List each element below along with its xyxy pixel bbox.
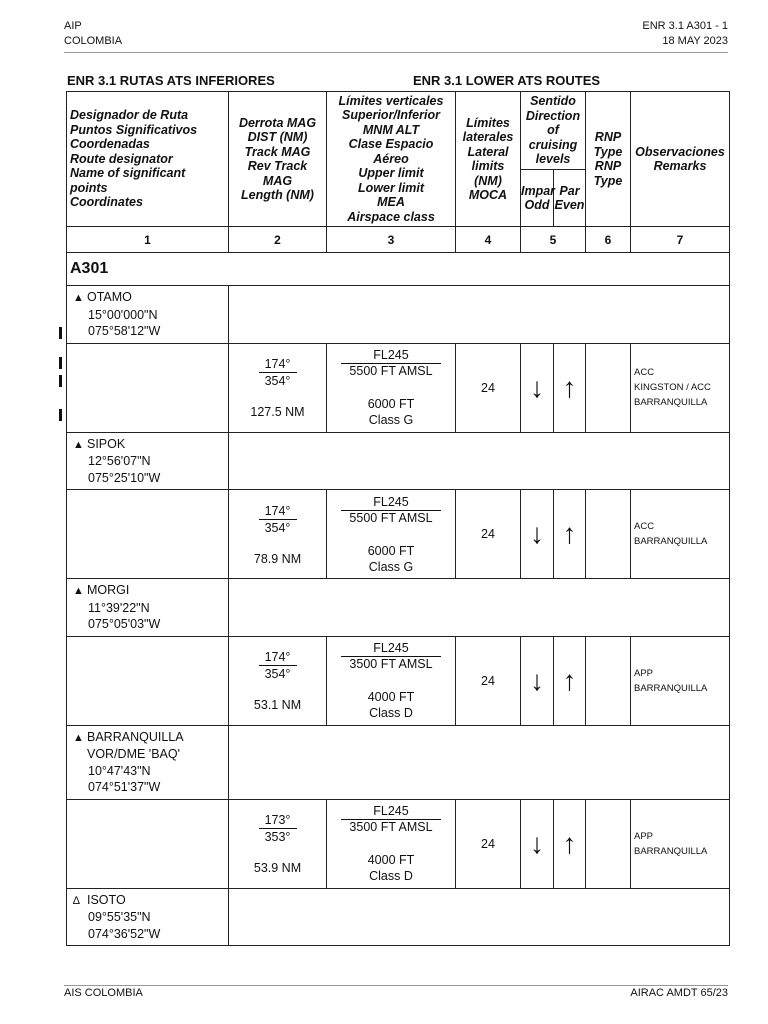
rnp-type <box>586 490 631 579</box>
header-col4-line: Lateral <box>467 144 509 159</box>
point-row-blank <box>229 286 730 344</box>
route-designator: A301 <box>67 253 730 286</box>
remarks-line: APP <box>634 667 654 679</box>
country-name: COLOMBIA <box>64 35 123 47</box>
segment-blank <box>67 636 229 725</box>
compulsory-reporting-point-icon: ▲ <box>73 292 84 304</box>
header-col4-line: MOCA <box>468 188 508 202</box>
airspace-class: Class D <box>369 706 413 720</box>
point-longitude: 075°05'03"W <box>88 617 161 631</box>
point-row-blank <box>229 725 730 799</box>
header-col5-line: levels <box>535 152 571 167</box>
header-col3-line: Aéreo <box>373 151 409 166</box>
header-col6-line: Type <box>593 173 623 188</box>
lateral-limits: 24 <box>456 490 521 579</box>
header-col1-line: points <box>70 180 108 195</box>
point-row <box>67 888 730 946</box>
header-col5-line: Direction <box>525 108 581 123</box>
point-name: SIPOK <box>87 436 126 451</box>
change-bar <box>59 327 62 339</box>
point-name-line <box>73 746 228 763</box>
header-col5-line: cruising <box>528 137 578 152</box>
header-col5-line: of <box>547 123 559 138</box>
segment-track <box>229 343 327 432</box>
point-row-blank <box>229 888 730 946</box>
remarks-line: BARRANQUILLA <box>634 682 708 694</box>
segment-row <box>67 490 730 579</box>
point-name-line <box>73 729 228 747</box>
point-name-line <box>73 582 228 600</box>
remarks-line: ACC <box>634 521 655 532</box>
remarks <box>631 490 730 579</box>
lower-limit: 6000 FT <box>367 543 415 558</box>
track-mag: 173° <box>259 812 297 829</box>
header-col5-even-line: Par <box>559 183 580 198</box>
lower-limit: 6000 FT <box>367 397 415 411</box>
remarks-line: BARRANQUILLA <box>634 845 708 857</box>
header-col6-line: RNP <box>594 159 622 173</box>
remarks-line: APP <box>634 830 654 842</box>
rev-track-mag: 354° <box>264 374 291 388</box>
point-row <box>67 432 730 490</box>
odd-direction-arrow-icon: ↓ <box>521 636 554 725</box>
header-col3-line: Clase Espacio <box>348 137 434 152</box>
lower-limit: 4000 FT <box>367 690 415 704</box>
track-mag: 174° <box>259 503 297 520</box>
compulsory-reporting-point-icon: ▲ <box>73 438 84 451</box>
column-number: 7 <box>631 227 730 253</box>
point-name-line <box>73 436 228 454</box>
header-col1-line: Coordinates <box>70 195 143 210</box>
upper-wrap <box>327 348 455 364</box>
significant-point <box>67 432 229 490</box>
header-col6 <box>586 92 631 227</box>
publication-date: 18 MAY 2023 <box>662 35 728 47</box>
upper-limit: FL245 <box>341 495 441 511</box>
header-col2-line: MAG <box>262 173 293 188</box>
point-name: OTAMO <box>87 290 132 304</box>
rev-track-mag: 354° <box>264 520 291 535</box>
change-bar <box>59 375 62 387</box>
column-number: 5 <box>521 227 586 253</box>
header-col1 <box>67 92 229 227</box>
header-col2-line: DIST (NM) <box>247 130 308 144</box>
lower-limit: 4000 FT <box>367 853 415 867</box>
header-col3-line: Límites verticales <box>338 93 444 108</box>
title-spanish: ENR 3.1 RUTAS ATS INFERIORES <box>67 73 275 88</box>
compulsory-reporting-point-icon: ▲ <box>73 731 84 744</box>
header-col5-even <box>554 170 586 227</box>
track-mag: 174° <box>259 649 297 666</box>
segment-blank <box>67 343 229 432</box>
remarks-line: ACC <box>634 367 655 378</box>
footer-right: AIRAC AMDT 65/23 <box>630 987 728 999</box>
segment-row <box>67 343 730 432</box>
header-col3-line: Airspace class <box>347 209 435 224</box>
rev-track-mag: 354° <box>264 667 291 681</box>
significant-point <box>67 725 229 799</box>
page-header-right <box>642 19 728 49</box>
track-wrap <box>229 356 326 373</box>
segment-blank <box>67 799 229 888</box>
point-latitude: 09°55'35"N <box>88 910 151 924</box>
header-col2-line: Length (NM) <box>241 188 314 202</box>
minimum-altitude: 3500 FT AMSL <box>349 657 433 671</box>
page-header-left <box>64 19 122 49</box>
column-number: 1 <box>67 227 229 253</box>
header-col5-odd-line: Impar <box>521 183 556 198</box>
point-row <box>67 286 730 344</box>
point-longitude: 074°51'37"W <box>88 780 161 794</box>
minimum-altitude: 5500 FT AMSL <box>349 510 433 525</box>
header-col3-line: Upper limit <box>358 166 424 181</box>
title-english: ENR 3.1 LOWER ATS ROUTES <box>413 73 601 88</box>
vertical-limits <box>327 799 456 888</box>
remarks <box>631 799 730 888</box>
rnp-type <box>586 799 631 888</box>
header-col6-line: Type <box>593 144 623 159</box>
point-latitude: 12°56'07"N <box>88 454 151 468</box>
upper-wrap <box>327 804 455 820</box>
compulsory-reporting-point-icon: ▲ <box>73 585 84 597</box>
header-col7 <box>631 92 730 227</box>
significant-point <box>67 888 229 946</box>
column-number: 4 <box>456 227 521 253</box>
header-col5-odd <box>521 170 554 227</box>
segment-length: 53.9 NM <box>253 861 302 875</box>
minimum-altitude: 5500 FT AMSL <box>349 364 433 378</box>
on-request-reporting-point-icon: ∆ <box>73 894 80 907</box>
lateral-limits: 24 <box>456 636 521 725</box>
header-col7-line: Remarks <box>653 159 707 173</box>
remarks <box>631 636 730 725</box>
vertical-limits <box>327 343 456 432</box>
point-name: BARRANQUILLA <box>87 729 184 744</box>
lateral-limits: 24 <box>456 799 521 888</box>
header-col4-line: laterales <box>462 130 514 144</box>
point-name: VOR/DME 'BAQ' <box>87 747 180 761</box>
upper-wrap <box>327 641 455 657</box>
point-row-blank <box>229 432 730 490</box>
segment-length: 127.5 NM <box>250 405 305 419</box>
point-name-line <box>73 892 228 910</box>
track-wrap <box>229 812 326 829</box>
rnp-type <box>586 636 631 725</box>
segment-blank <box>67 490 229 579</box>
column-number: 6 <box>586 227 631 253</box>
remarks-line: BARRANQUILLA <box>634 536 708 547</box>
even-direction-arrow-icon: ↑ <box>554 636 586 725</box>
point-latitude: 11°39'22"N <box>88 600 150 615</box>
airspace-class: Class G <box>368 559 414 574</box>
column-number: 2 <box>229 227 327 253</box>
airspace-class: Class D <box>369 869 413 883</box>
header-col1-line: Name of significant <box>70 166 186 181</box>
header-col7-line: Observaciones <box>635 144 725 159</box>
change-bar <box>59 357 62 369</box>
header-col2-line: Rev Track <box>247 159 308 173</box>
segment-track <box>229 636 327 725</box>
upper-limit: FL245 <box>341 641 441 657</box>
rnp-type <box>586 343 631 432</box>
segment-length: 53.1 NM <box>253 698 302 712</box>
header-col1-line: Coordenadas <box>70 137 150 152</box>
significant-point <box>67 286 229 344</box>
minimum-altitude: 3500 FT AMSL <box>349 820 433 834</box>
segment-row <box>67 636 730 725</box>
rev-track-mag: 353° <box>264 830 291 844</box>
header-col3 <box>327 92 456 227</box>
segment-length: 78.9 NM <box>253 551 302 566</box>
header-col3-line: MNM ALT <box>362 122 420 137</box>
header-col1-line: Route designator <box>70 151 173 166</box>
even-direction-arrow-icon: ↑ <box>554 343 586 432</box>
even-direction-arrow-icon: ↑ <box>554 490 586 579</box>
header-col5-odd-line: Odd <box>524 198 550 212</box>
header-col4-line: Límites <box>466 115 510 130</box>
remarks-line: BARRANQUILLA <box>634 397 708 408</box>
header-col5 <box>521 92 586 170</box>
header-col5-line: Sentido <box>530 94 576 109</box>
change-bar <box>59 409 62 421</box>
header-col4 <box>456 92 521 227</box>
remarks-line: KINGSTON / ACC <box>634 382 711 393</box>
header-col3-line: MEA <box>377 195 405 210</box>
header-col5-even-line: Even <box>554 198 585 212</box>
routes-table <box>66 91 730 946</box>
point-longitude: 075°58'12"W <box>88 324 161 338</box>
point-name-line <box>73 289 228 307</box>
odd-direction-arrow-icon: ↓ <box>521 343 554 432</box>
remarks <box>631 343 730 432</box>
header-col3-line: Lower limit <box>358 180 424 195</box>
track-wrap <box>229 649 326 666</box>
page-reference: ENR 3.1 A301 - 1 <box>642 20 728 32</box>
segment-track <box>229 490 327 579</box>
upper-limit: FL245 <box>341 348 441 364</box>
publication-name: AIP <box>64 20 82 32</box>
header-col3-line: Superior/Inferior <box>342 108 440 123</box>
point-row <box>67 579 730 637</box>
point-longitude: 075°25'10"W <box>88 470 161 485</box>
odd-direction-arrow-icon: ↓ <box>521 490 554 579</box>
header-col1-line: Designador de Ruta <box>70 108 189 123</box>
even-direction-arrow-icon: ↑ <box>554 799 586 888</box>
point-name: ISOTO <box>87 892 126 907</box>
significant-point <box>67 579 229 637</box>
vertical-limits <box>327 490 456 579</box>
footer-left: AIS COLOMBIA <box>64 987 143 999</box>
airspace-class: Class G <box>368 413 414 427</box>
header-col2-line: Track MAG <box>244 144 311 159</box>
point-row-blank <box>229 579 730 637</box>
header-col2-line: Derrota MAG <box>238 115 317 130</box>
header-divider <box>64 52 728 53</box>
footer-divider <box>64 985 728 986</box>
upper-limit: FL245 <box>341 804 441 820</box>
header-col1-line: Puntos Significativos <box>70 122 198 137</box>
point-longitude: 074°36'52"W <box>88 926 161 941</box>
upper-wrap <box>327 495 455 511</box>
vertical-limits <box>327 636 456 725</box>
header-col6-line: RNP <box>594 130 622 144</box>
segment-row <box>67 799 730 888</box>
header-col2 <box>229 92 327 227</box>
track-mag: 174° <box>259 356 297 373</box>
column-number: 3 <box>327 227 456 253</box>
odd-direction-arrow-icon: ↓ <box>521 799 554 888</box>
header-col4-line: (NM) <box>474 173 502 188</box>
point-row <box>67 725 730 799</box>
track-wrap <box>229 503 326 520</box>
point-latitude: 10°47'43"N <box>88 763 151 778</box>
point-latitude: 15°00'000"N <box>88 307 158 322</box>
lateral-limits: 24 <box>456 343 521 432</box>
segment-track <box>229 799 327 888</box>
header-col4-line: limits <box>471 159 505 173</box>
point-name: MORGI <box>87 583 130 597</box>
